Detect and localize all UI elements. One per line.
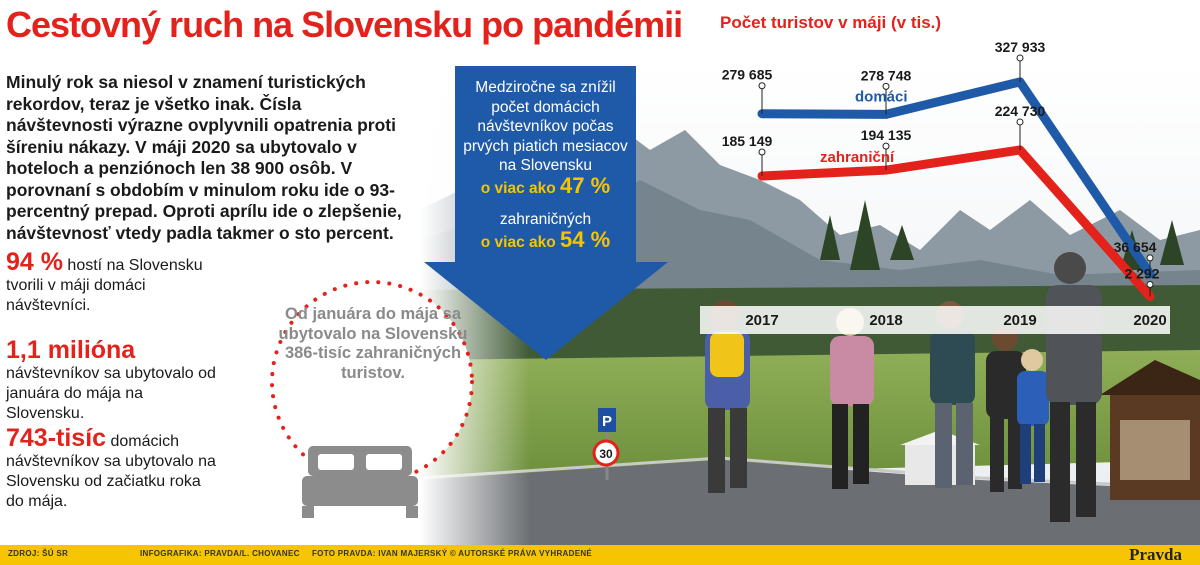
circle-text: Od januára do mája sa ubytovalo na Slovensku 386-tisíc zahraničných turistov. [278,305,468,382]
footer-photo-credit: FOTO PRAVDA: IVAN MAJERSKÝ © AUTORSKÉ PRÁVA VYHRADENÉ [312,549,593,558]
x-tick-label: 2017 [745,312,779,329]
stat-text: návštevníkov sa ubytovalo od januára do mája na Slovensku. [6,365,216,422]
data-point [1017,55,1023,61]
series-label: zahraniční [820,149,895,167]
data-label: 185 149 [721,133,773,150]
data-label: 279 685 [721,66,773,83]
data-point [1017,119,1023,125]
data-label: 278 748 [860,67,912,84]
headline: Cestovný ruch na Slovensku po pandémii [6,4,683,45]
data-label: 224 730 [994,102,1046,119]
stat-text: domácich návštevníkov sa ubytovalo na Slovensku od začiatku roka do mája. [6,433,216,510]
footer-infographic-credit: INFOGRAFIKA: PRAVDA/L. CHOVANEC [140,549,300,558]
stat-big-number: 1,1 milióna [6,336,136,364]
data-point [1147,255,1153,261]
speed-limit-sign: 30 [599,447,613,461]
data-label: 2 292 [1124,265,1160,282]
footer-bar [0,545,1200,565]
data-point [759,83,765,89]
arrow-callout-highlight: o viac ako 54 % [480,226,611,252]
stat-text: hostí na Slovensku tvorili v máji domáci návštevníci. [6,257,203,314]
stat-big-number: 743-tisíc [6,424,107,452]
data-point [759,149,765,155]
series-line-foreign [762,150,1150,297]
stat-big-number: 94 % [6,248,63,276]
footer-source: ZDROJ: ŠÚ SR [8,549,69,558]
x-tick-label: 2018 [869,312,903,329]
arrow-callout-text: Medziročne sa znížil počet domácich návštevníkov počas prvých piatich mesiacov na Slovensku [463,79,628,174]
series-label: domáci [855,88,908,106]
data-label: 327 933 [994,38,1046,55]
pravda-logo[interactable]: Pravda [1129,545,1182,564]
bed-icon [300,440,420,520]
data-label: 36 654 [1113,238,1157,255]
arrow-callout-text: zahraničných [499,211,592,228]
data-label: 194 135 [860,127,912,144]
chart-title: Počet turistov v máji (v tis.) [720,13,942,32]
tourists-line-chart [700,0,1200,340]
intro-paragraph: Minulý rok sa niesol v znamení turistických rekordov, teraz je všetko inak. Čísla návštevnosti výrazne ovplyvnili opatrenia proti šíreniu nákazy. V máji 2020 sa ubytovalo v hoteloch a penziónoch len 38 900 osôb. V porovnaní s obdobím v minulom roku ide o 93-percentný prepad. Oproti aprílu ide o zlepšenie, návštevnosť vtedy padla takmer o sto percent. [6,72,402,243]
parking-sign: P [601,413,613,430]
data-point [1147,281,1153,287]
arrow-callout-highlight: o viac ako 47 % [480,172,611,198]
x-tick-label: 2020 [1133,312,1167,329]
x-tick-label: 2019 [1003,312,1037,329]
series-line-domestic [762,82,1150,274]
arrow-callout [458,78,633,252]
